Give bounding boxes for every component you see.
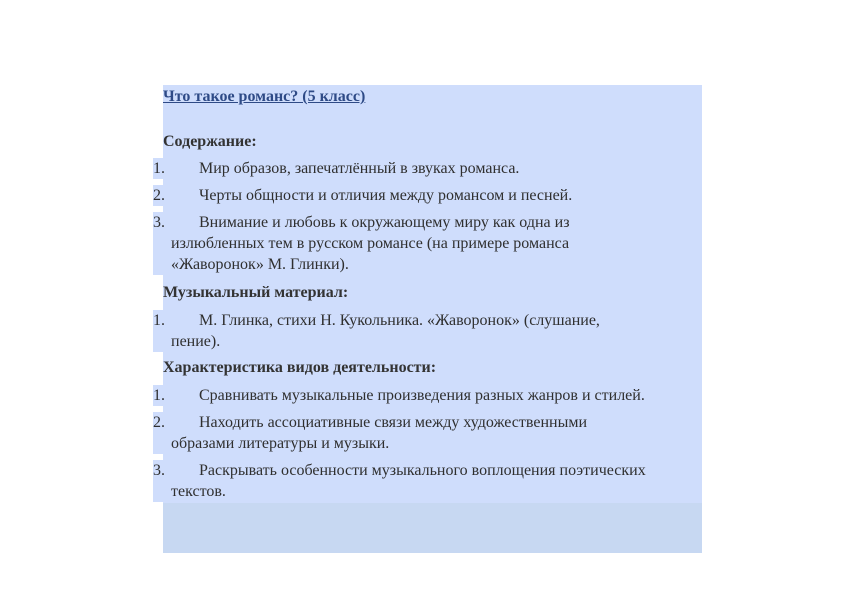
list-item: 3. Внимание и любовь к окружающему миру как одна из излюбленных тем в русском романсе (на примере романса «Жаворонок» М. Глинки). bbox=[153, 212, 702, 275]
list-item: 1. Сравнивать музыкальные произведения разных жанров и стилей. bbox=[153, 385, 702, 406]
section-heading-activities: Характеристика видов деятельности: bbox=[163, 359, 437, 376]
section-heading-content: Содержание: bbox=[163, 133, 257, 150]
list-item: 2. Находить ассоциативные связи между художественными образами литературы и музыки. bbox=[153, 412, 702, 454]
section-heading-material: Музыкальный материал: bbox=[163, 284, 349, 301]
list-item: 1. М. Глинка, стихи Н. Кукольника. «Жаворонок» (слушание, пение). bbox=[153, 310, 702, 352]
list-item: 3. Раскрывать особенности музыкального воплощения поэтических текстов. bbox=[153, 460, 702, 502]
content-area bbox=[153, 85, 702, 503]
list-item: 2. Черты общности и отличия между романсом и песней. bbox=[153, 185, 702, 206]
page-title[interactable]: Что такое романс? (5 класс) bbox=[163, 88, 366, 105]
list-item: 1. Мир образов, запечатлённый в звуках романса. bbox=[153, 158, 702, 179]
